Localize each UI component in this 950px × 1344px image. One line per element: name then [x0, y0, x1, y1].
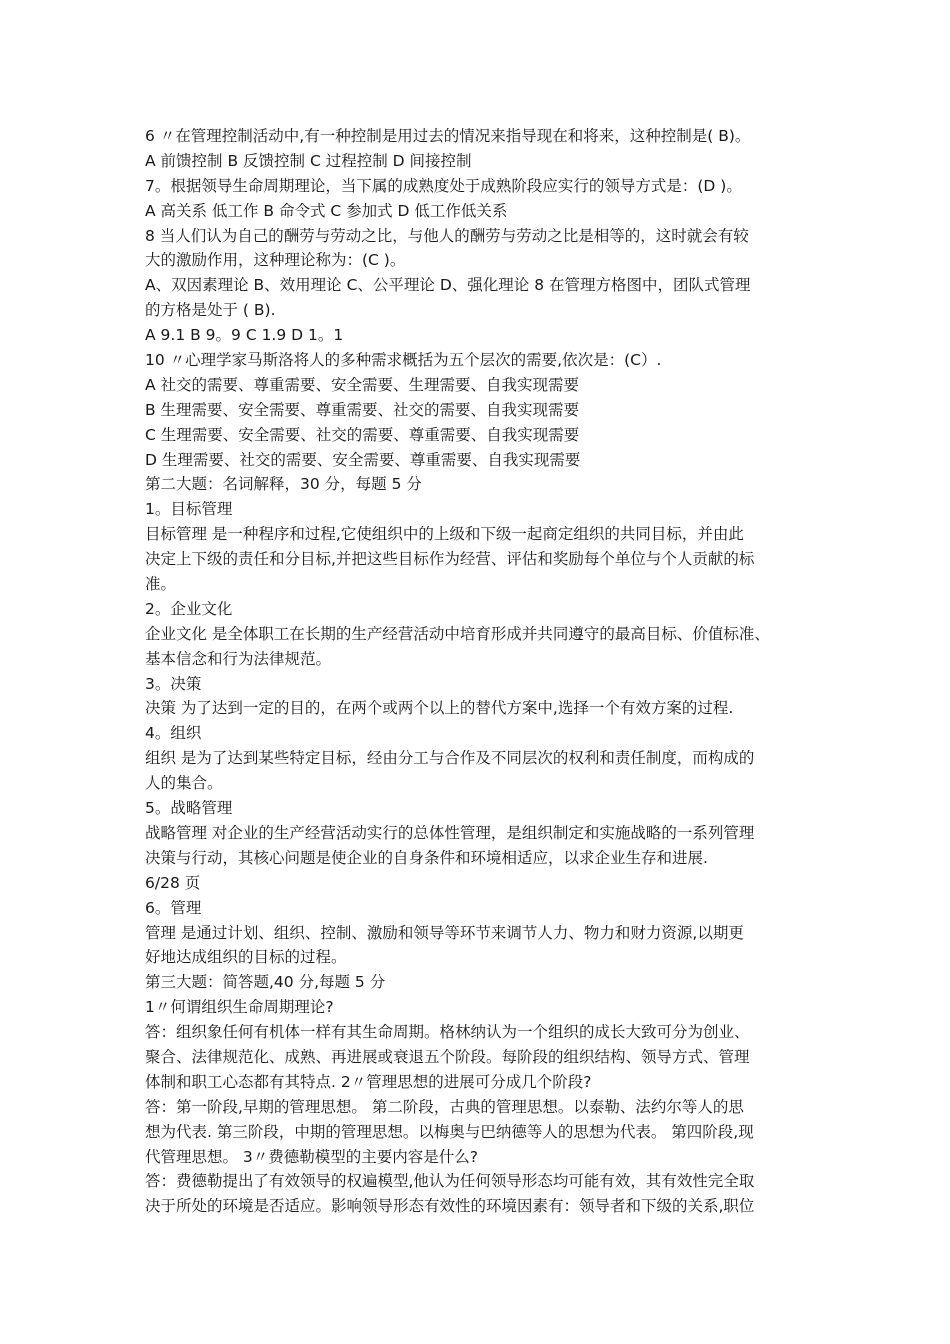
text-line: 代管理思想。 3〃费德勒模型的主要内容是什么?: [145, 1147, 479, 1166]
text-line: 聚合、法律规范化、成熟、再进展或衰退五个阶段。每阶段的组织结构、领导方式、管理: [145, 1047, 750, 1066]
text-line: 8 当人们认为自己的酬劳与劳动之比，与他人的酬劳与劳动之比是相等的，这时就会有较: [145, 226, 749, 245]
page-number: 6/28 页: [145, 873, 201, 892]
term-heading: 1。目标管理: [145, 500, 233, 519]
text-line: 体制和职工心态都有其特点. 2〃管理思想的进展可分成几个阶段?: [145, 1072, 592, 1091]
term-heading: 4。组织: [145, 724, 202, 743]
section-heading: 第二大题：名词解释，30 分，每题 5 分: [145, 475, 422, 494]
text-line: 决定上下级的责任和分目标,并把这些目标作为经营、评估和奖励每个单位与个人贡献的标: [145, 550, 755, 569]
section-heading: 第三大题：简答题,40 分,每题 5 分: [145, 973, 386, 992]
text-line: A 前馈控制 B 反馈控制 C 过程控制 D 间接控制: [145, 151, 472, 170]
document-page: [145, 124, 825, 1219]
text-line: 答：费德勒提出了有效领导的权遍模型,他认为任何领导形态均可能有效，其有效性完全取: [145, 1172, 755, 1191]
text-line: 7。根据领导生命周期理论，当下属的成熟度处于成熟阶段应实行的领导方式是：(D )。: [145, 176, 742, 195]
text-line: A 社交的需要、尊重需要、安全需要、生理需要、自我实现需要: [145, 375, 580, 394]
text-line: 决策 为了达到一定的目的，在两个或两个以上的替代方案中,选择一个有效方案的过程.: [145, 699, 734, 718]
text-line: 组织 是为了达到某些特定目标，经由分工与合作及不同层次的权利和责任制度，而构成的: [145, 749, 755, 768]
text-line: 想为代表. 第三阶段，中期的管理思想。以梅奥与巴纳德等人的思想为代表。 第四阶段,现: [145, 1122, 754, 1141]
text-line: 基本信念和行为法律规范。: [145, 649, 332, 668]
text-line: 10 〃心理学家马斯洛将人的多种需求概括为五个层次的需要,依次是：(C）.: [145, 351, 662, 370]
text-line: 决于所处的环境是否适应。影响领导形态有效性的环境因素有：领导者和下级的关系,职位: [145, 1197, 755, 1216]
text-line: D 生理需要、社交的需要、安全需要、尊重需要、自我实现需要: [145, 450, 581, 469]
text-line: B 生理需要、安全需要、尊重需要、社交的需要、自我实现需要: [145, 400, 580, 419]
text-line: 决策与行动，其核心问题是使企业的自身条件和环境相适应，以求企业生存和进展.: [145, 848, 708, 867]
text-line: 企业文化 是全体职工在长期的生产经营活动中培育形成并共同遵守的最高目标、价值标准、: [145, 624, 770, 643]
term-heading: 5。战略管理: [145, 799, 233, 818]
term-heading: 6。管理: [145, 898, 202, 917]
text-line: 好地达成组织的目标的过程。: [145, 948, 347, 967]
text-line: 大的激励作用，这种理论称为：(C )。: [145, 251, 406, 270]
term-heading: 2。企业文化: [145, 599, 233, 618]
text-line: A 9.1 B 9。9 C 1.9 D 1。1: [145, 326, 344, 345]
question-heading: 1〃何谓组织生命周期理论?: [145, 998, 334, 1017]
text-line: C 生理需要、安全需要、社交的需要、尊重需要、自我实现需要: [145, 425, 580, 444]
text-line: 战略管理 对企业的生产经营活动实行的总体性管理，是组织制定和实施战略的一系列管理: [145, 823, 755, 842]
text-line: 管理 是通过计划、组织、控制、激励和领导等环节来调节人力、物力和财力资源,以期更: [145, 923, 744, 942]
text-line: 准。: [145, 575, 177, 594]
text-line: 的方格是处于 ( B).: [145, 301, 276, 320]
text-line: 6 〃在管理控制活动中,有一种控制是用过去的情况来指导现在和将来，这种控制是( B)。: [145, 127, 751, 145]
text-line: 答：组织象任何有机体一样有其生命周期。格林纳认为一个组织的成长大致可分为创业、: [145, 1023, 750, 1042]
text-line: 答：第一阶段,早期的管理思想。 第二阶段，古典的管理思想。以泰勒、法约尔等人的思: [145, 1097, 744, 1116]
text-line: A 高关系 低工作 B 命令式 C 参加式 D 低工作低关系: [145, 201, 508, 220]
text-line: A、双因素理论 B、效用理论 C、公平理论 D、强化理论 8 在管理方格图中，团队式管理: [145, 276, 751, 295]
term-heading: 3。决策: [145, 674, 202, 693]
text-line: 目标管理 是一种程序和过程,它使组织中的上级和下级一起商定组织的共同目标，并由此: [145, 525, 744, 544]
text-line: 人的集合。: [145, 774, 223, 793]
